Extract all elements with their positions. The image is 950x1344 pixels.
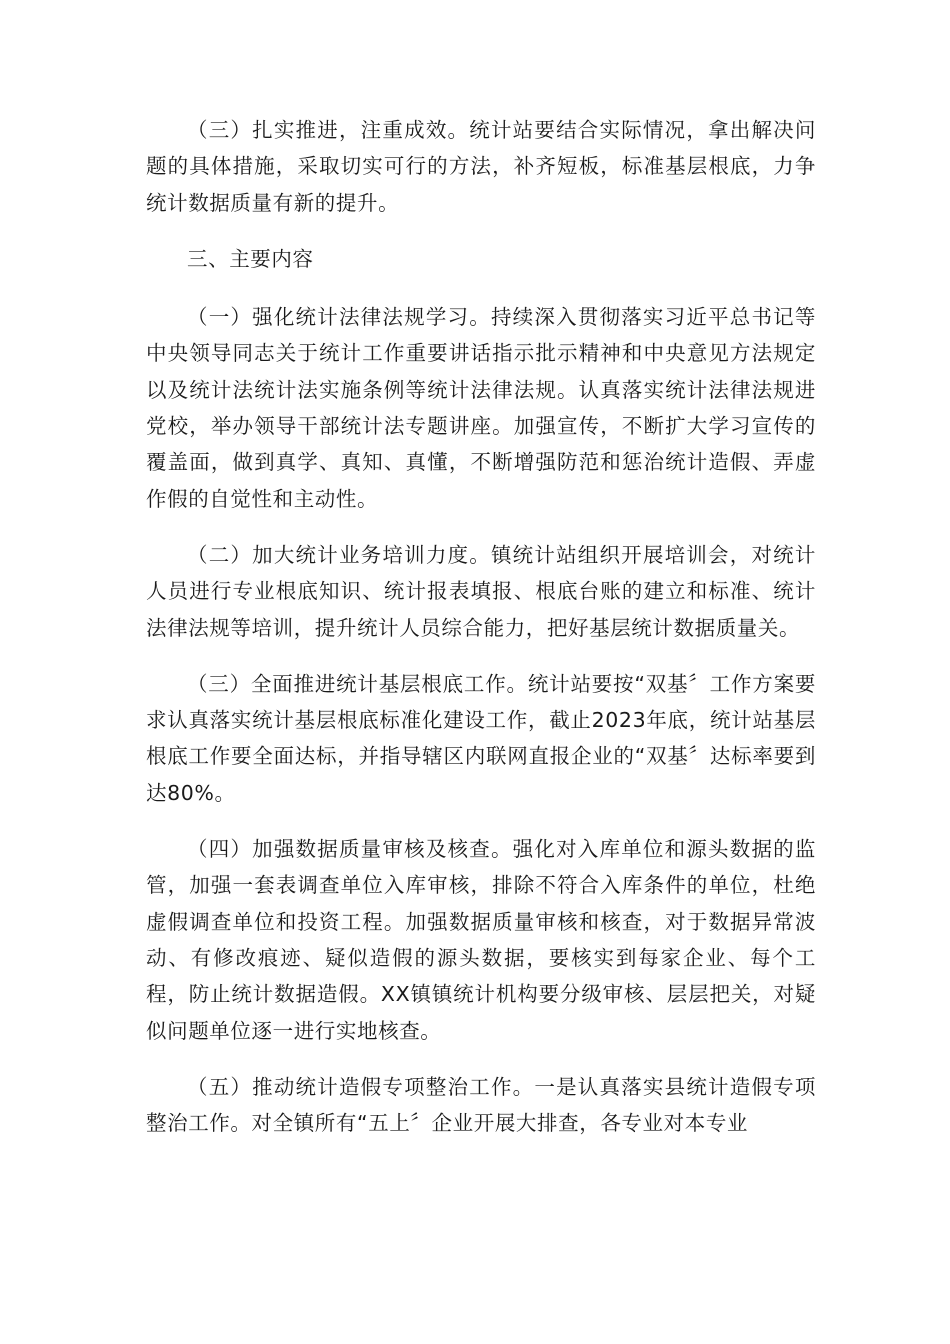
paragraph-item-2-training: （二）加大统计业务培训力度。镇统计站组织开展培训会，对统计人员进行专业根底知识、统计报表填报、根底台账的建立和标准、统计法律法规等培训，提升统计人员综合能力，把好基层统计数据质量关。 <box>146 542 816 640</box>
document-body <box>146 112 816 1161</box>
paragraph-item-1-law-study: （一）强化统计法律法规学习。持续深入贯彻落实习近平总书记等中央领导同志关于统计工作重要讲话指示批示精神和中央意见方法规定以及统计法统计法实施条例等统计法律法规。认真落实统计法律法规进党校，举办领导干部统计法专题讲座。加强宣传，不断扩大学习宣传的覆盖面，做到真学、真知、真懂，不断增强防范和惩治统计造假、弄虚作假的自觉性和主动性。 <box>146 305 816 511</box>
paragraph-section-3-implementation: （三）扎实推进，注重成效。统计站要结合实际情况，拿出解决问题的具体措施，采取切实可行的方法，补齐短板，标准基层根底，力争统计数据质量有新的提升。 <box>146 118 816 215</box>
paragraph-item-4-data-quality: （四）加强数据质量审核及核查。强化对入库单位和源头数据的监管，加强一套表调查单位入库审核，排除不符合入库条件的单位，杜绝虚假调查单位和投资工程。加强数据质量审核和核查，对于数据异常波动、有修改痕迹、疑似造假的源头数据，要核实到每家企业、每个工程，防止统计数据造假。XX镇镇统计机构要分级审核、层层把关，对疑似问题单位逐一进行实地核查。 <box>146 837 816 1043</box>
section-heading-main-content: 三、主要内容 <box>187 246 314 271</box>
paragraph-item-5-fraud-rectification: （五）推动统计造假专项整治工作。一是认真落实县统计造假专项整治工作。对全镇所有“五上〞企业开展大排查，各专业对本专业 <box>146 1074 816 1136</box>
paragraph-item-3-grassroots: （三）全面推进统计基层根底工作。统计站要按“双基〞工作方案要求认真落实统计基层根底标准化建设工作，截止2023年底，统计站基层根底工作要全面达标，并指导辖区内联网直报企业的“双基〞达标率要到达80%。 <box>146 671 816 805</box>
